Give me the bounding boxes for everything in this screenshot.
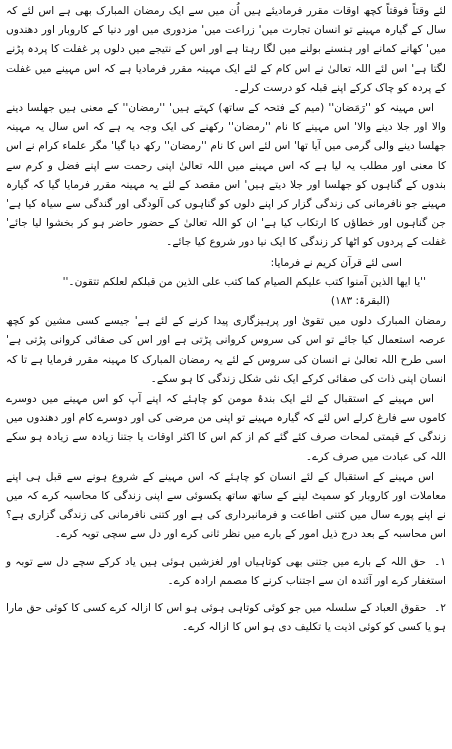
item-number: ۲۔	[434, 602, 446, 615]
item-number: ۱۔	[434, 555, 446, 568]
numbered-item-1	[6, 553, 446, 591]
quran-ayah: ''یا ایھا الذین آمنوا کتب علیکم الصیام کما کتب علی الذین من قبلکم لعلکم تتقون۔''	[62, 275, 426, 288]
paragraph-3: رمضان المبارک دلوں میں تقویٰ اور پرہیزگاری پیدا کرنے کے لئے ہے' جیسے کسی مشین کو کچھ عرصہ استعمال کیا جائے تو اس کی سروس کروانی پڑتی ہے اور اس کی صفائی کروانی پڑتی ہے' اسی طرح اللہ تعالیٰ نے انسان کی سروس کے لئے یہ رمضان المبارک کا مہینہ مقرر فرمایا ہے تا کہ انسان اپنی ذات کی صفائی کرکے ایک نئی شکل زندگی کا ہو سکے۔	[6, 315, 446, 385]
numbered-item-2	[6, 599, 446, 637]
ayah-intro: اسی لئے قرآن کریم نے فرمایا:	[270, 256, 402, 269]
paragraph-1: لئے وقتاً فوقتاً کچھ اوقات مقرر فرمادیئے ہیں اُن میں سے ایک رمضان المبارک بھی ہے اس لئے کہ سال کے گیارہ مہینے تو انسان تجارت میں' زراعت میں' مزدوری میں اور دنیا کے کاروبار اور دھندوں میں' کھانے کمانے اور ہنسنے بولنے میں لگا رہتا ہے اور اس کے نتیجے میں دلوں پر غفلت کا پردہ پڑنے لگتا ہے' اس لئے اللہ تعالیٰ نے اس کام کے لئے ایک مہینہ مقرر فرمادیا ہے کہ اس مہینے میں غفلت کے پردہ کو چاک کرکے اپنے قبلہ کو درست کرلے۔	[6, 5, 446, 94]
ayah-reference: (البقرۃ: ۱۸۳)	[330, 295, 390, 308]
item-text: حقوق العباد کے سلسلہ میں جو کوئی کوتاہی ہوئی ہو اس کا ازالہ کرے کسی کا کوئی حق مارا ہو یا کسی کو کوئی اذیت یا تکلیف دی ہو اس کا ازالہ کرے۔	[6, 602, 446, 634]
item-text: حق اللہ کے بارے میں جتنی بھی کوتاہیاں اور لغزشیں ہوئی ہیں یاد کرکے سچے دل سے توبہ و استغفار کرے اور آئندہ ان سے اجتناب کرنے کا مصمم ارادہ کرے۔	[6, 555, 446, 587]
paragraph-4: اس مہینے کے استقبال کے لئے ایک بندۂ مومن کو چاہئے کہ اپنے آپ کو اس مہینے میں دوسرے کاموں سے فارغ کرلے اس لئے کہ گیارہ مہینے تو اپنی من مرضی کی اور دوسرے کام اور دھندوں میں زندگی کے قیمتی لمحات صرف کئے گئے کم از کم اس کا اکثر اوقات یا جتنا زیادہ سے زیادہ ہو سکے اللہ کی عبادت میں صرف کرے۔	[6, 393, 446, 463]
paragraph-2: اس مہینہ کو ''رَمَضان'' (میم کے فتحہ کے ساتھ) کہتے ہیں' ''رمضان'' کے معنی ہیں جھلسا دینے والا اور جلا دینے والا' اس مہینے کا نام ''رمضان'' رکھنے کی ایک وجہ یہ ہے کہ اس سال یہ مہینہ جھلسا دینے والی گرمی میں آیا تھا' اس لئے اس کا نام ''رمضان'' رکھ دیا گیا' مگر علماء کرام نے اس کا معنی اور مطلب یہ لیا ہے کہ اس مہینے میں اللہ تعالیٰ اپنی رحمت سے اپنے فضل و کرم سے بندوں کے گناہوں کو جھلسا اور جلا دیتے ہیں' اس مقصد کے لئے یہ مہینہ مقرر فرمایا گیا کہ گیارہ مہینے جو نافرمانی کی زندگی گزار کر اپنے دلوں کو گناہوں کی آلودگی اور گندگی سے سیاہ کیا ہے' جن گناہوں اور خطاؤں کا ارتکاب کیا ہے' ان کو اللہ تعالیٰ کے حضور حاضر ہو کر بخشوا لیا جائے' غفلت کے پردوں کو اٹھا کر زندگی کا ایک نیا دور شروع کیا جائے۔	[6, 102, 446, 249]
paragraph-5: اس مہینے کے استقبال کے لئے انسان کو چاہئے کہ اس مہینے کے شروع ہونے سے قبل ہی اپنے معاملات اور کاروبار کو سمیٹ لینے کے ساتھ ساتھ یکسوئی سے اپنی زندگی کا محاسبہ کرے کہ میں نے اپنے پورے سال میں کتنی اطاعت و فرمانبرداری کی ہے اور کتنی نافرمانی کی زندگی گزاری ہے؟ اس محاسبہ کے بعد درج ذیل امور کے بارے میں نظر ثانی کرے اور دل سے سچی توبہ کرے۔	[6, 470, 446, 541]
